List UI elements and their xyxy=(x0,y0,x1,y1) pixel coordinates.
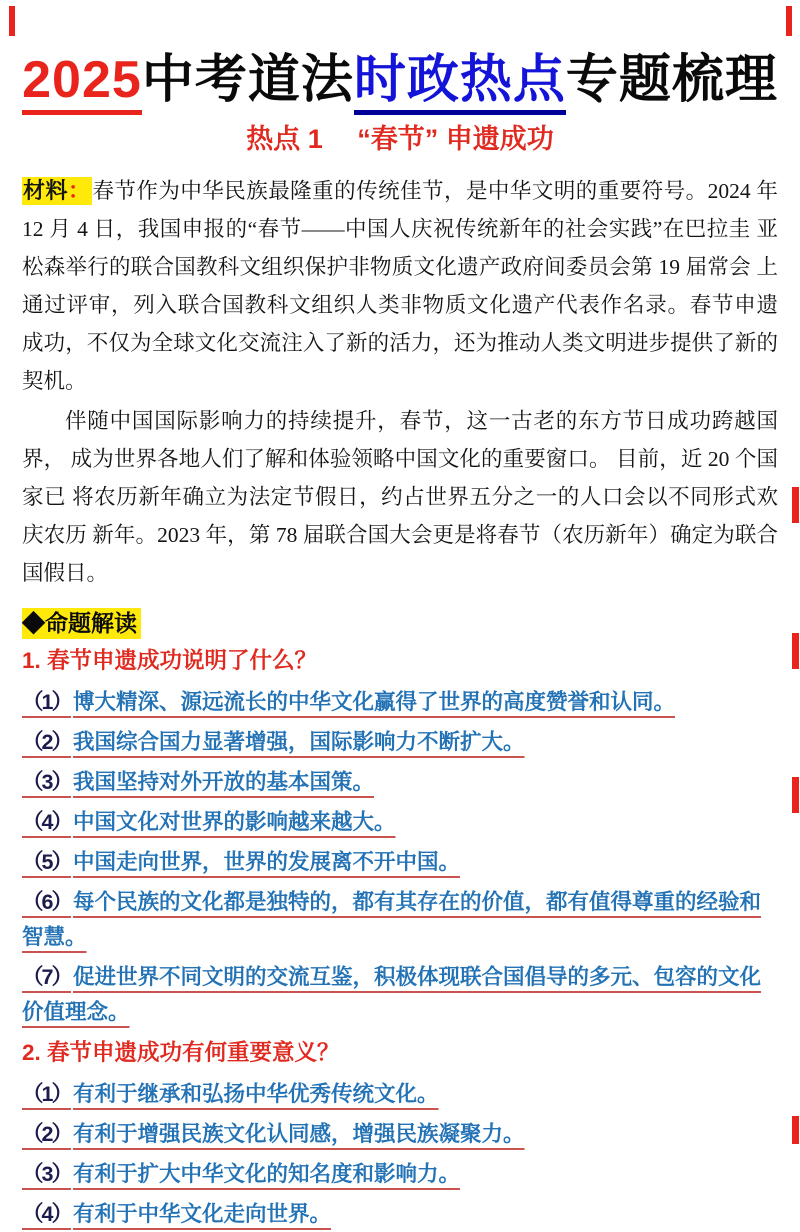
material-label-text: 材料 xyxy=(23,178,68,203)
answer-text: 我国坚持对外开放的基本国策。 xyxy=(72,770,374,794)
answer-text: 每个民族的文化都是独特的，都有其存在的价值，都有值得尊重的经验和 智慧。 xyxy=(22,890,761,949)
page-title xyxy=(22,48,778,112)
question-2-title: 2. 春节申遗成功有何重要意义？ xyxy=(22,1040,340,1065)
answer-text: 促进世界不同文明的交流互鉴，积极体现联合国倡导的多元、包容的文化 价值理念。 xyxy=(22,965,761,1024)
red-edge-mark xyxy=(786,6,792,36)
answer-number: （3） xyxy=(22,1162,71,1186)
answer-number: （2） xyxy=(22,1122,71,1146)
section-header-row xyxy=(22,608,778,638)
answer-line xyxy=(22,805,778,840)
answer-number: （4） xyxy=(22,1202,71,1226)
material-label xyxy=(22,177,92,205)
topic-subtitle: 热点 1 “春节” 申遗成功 xyxy=(246,124,554,154)
answer-line xyxy=(22,685,778,720)
title-tail: 专题梳理 xyxy=(565,51,778,109)
context-paragraph: 伴随中国国际影响力的持续提升，春节，这一古老的东方节日成功跨越国界， 成为世界各地人们了解和体验领略中国文化的重要窗口。 目前，近 20 个国家已 将农历新年确立为法定节假日，约占世界五分之一的人口会以不同形式欢庆农历 新年。2023 年，第 78 届联合国大会更是将春节（农历新年）确定为联合国假日。 xyxy=(22,409,778,585)
red-edge-mark xyxy=(792,487,799,523)
answer-text: 博大精深、源远流长的中华文化赢得了世界的高度赞誉和认同。 xyxy=(72,690,675,714)
answer-text: 我国综合国力显著增强，国际影响力不断扩大。 xyxy=(72,730,525,754)
section-header-text: 命题解读 xyxy=(45,610,137,636)
answer-text: 有利于继承和弘扬中华优秀传统文化。 xyxy=(72,1082,439,1106)
answer-line xyxy=(22,765,778,800)
answer-line xyxy=(22,885,778,955)
red-edge-mark xyxy=(792,633,799,669)
answer-text: 有利于扩大中华文化的知名度和影响力。 xyxy=(72,1162,460,1186)
answer-number: （1） xyxy=(22,690,71,714)
answer-text: 中国走向世界，世界的发展离不开中国。 xyxy=(72,850,460,874)
question-1-title: 1. 春节申遗成功说明了什么？ xyxy=(22,648,318,673)
answer-line xyxy=(22,1077,778,1112)
answer-line xyxy=(22,1157,778,1192)
answer-text: 有利于增强民族文化认同感，增强民族凝聚力。 xyxy=(72,1122,525,1146)
title-hot-topic: 时政热点 xyxy=(354,51,566,115)
answer-number: （6） xyxy=(22,890,71,914)
answer-line xyxy=(22,725,778,760)
answer-number: （5） xyxy=(22,850,71,874)
answer-number: （4） xyxy=(22,810,71,834)
material-label-colon: ： xyxy=(67,178,91,203)
answer-line xyxy=(22,845,778,880)
answer-line xyxy=(22,1197,778,1232)
section-header xyxy=(22,608,141,639)
question-2-answers xyxy=(22,1077,778,1232)
red-edge-mark xyxy=(9,6,15,36)
title-year: 2025 xyxy=(22,51,142,115)
red-edge-mark xyxy=(792,1116,799,1144)
title-exam: 中考道法 xyxy=(141,51,354,109)
answer-text: 中国文化对世界的影响越来越大。 xyxy=(72,810,396,834)
question-1-answers xyxy=(22,685,778,1030)
answer-line xyxy=(22,960,778,1030)
diamond-icon: ◆ xyxy=(22,610,45,636)
material-text: 春节作为中华民族最隆重的传统佳节，是中华文明的重要符号。2024 年 12 月 4 日，我国申报的“春节——中国人庆祝传统新年的社会实践”在巴拉圭 亚松森举行的联合国教科文组织保护非物质文化遗产政府间委员会第 19 届常会 上通过评审，列入联合国教科文组织人类非物质文化遗产代表作名录。春节申遗 成功，不仅为全球文化交流注入了新的活力，还为推动人类文明进步提供了新的 契机。 xyxy=(22,179,778,393)
material-paragraph xyxy=(22,172,778,400)
answer-number: （3） xyxy=(22,770,71,794)
answer-number: （7） xyxy=(22,965,71,989)
answer-number: （1） xyxy=(22,1082,71,1106)
answer-line xyxy=(22,1117,778,1152)
answer-text: 有利于中华文化走向世界。 xyxy=(72,1202,331,1226)
red-edge-mark xyxy=(792,777,799,813)
answer-number: （2） xyxy=(22,730,71,754)
